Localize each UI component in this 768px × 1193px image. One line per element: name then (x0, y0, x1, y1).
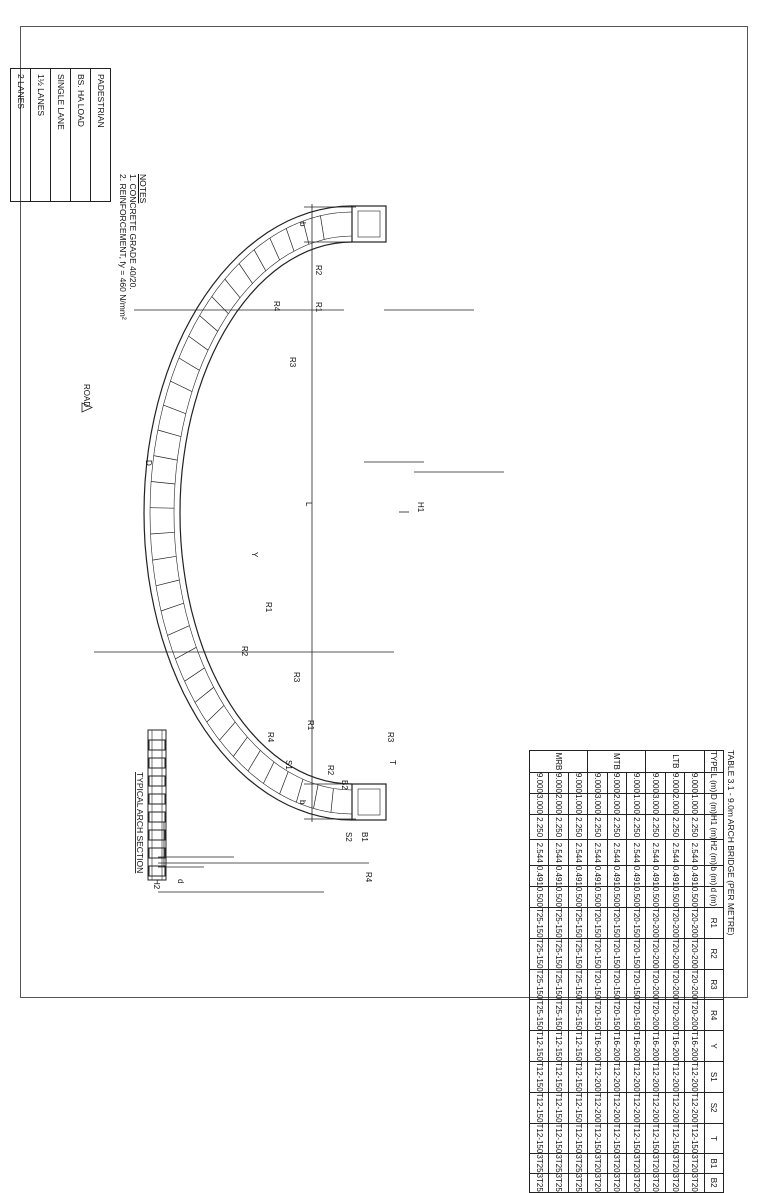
bar-R1: R1 (314, 302, 323, 313)
table-cell: T12-150 (568, 1123, 587, 1154)
table-cell: 0.500 (665, 886, 684, 907)
table-cell: T12-200 (607, 1092, 626, 1123)
table-cell: 9.000 (607, 772, 626, 793)
table-cell: 0.491 (530, 865, 549, 886)
reinforcement-table (529, 750, 724, 1193)
column-header: R3 (704, 969, 723, 1000)
table-cell: T12-150 (549, 1031, 568, 1062)
load-legend (10, 68, 111, 202)
table-cell: 2.544 (588, 840, 607, 865)
dim-D: D (144, 460, 153, 466)
bar-R2: R2 (326, 765, 335, 776)
table-cell: 0.491 (588, 865, 607, 886)
legend-row: BS. HA LOAD (70, 69, 90, 201)
table-cell: 0.500 (568, 886, 587, 907)
table-cell: T12-150 (646, 1123, 665, 1154)
road-label: ROAD (82, 384, 91, 408)
legend-row: PADESTRIAN (90, 69, 110, 201)
table-cell: T12-200 (665, 1092, 684, 1123)
table-cell: 3T25 (549, 1173, 568, 1192)
table-cell: T12-200 (588, 1061, 607, 1092)
bar-B1: B1 (360, 832, 369, 842)
bar-R3: R3 (386, 732, 395, 743)
table-cell: 0.500 (588, 886, 607, 907)
column-header: TYPE (704, 751, 723, 773)
table-cell: T20-150 (588, 938, 607, 969)
table-cell: T12-150 (685, 1123, 704, 1154)
note-2: 2. REINFORCEMENT, fy = 460 N/mm² (118, 174, 128, 320)
table-cell: 3T20 (588, 1154, 607, 1173)
table-cell: 3T25 (530, 1154, 549, 1173)
bar-B2: B2 (340, 780, 349, 790)
column-header: L (m) (704, 772, 723, 793)
table-cell: 1.000 (685, 793, 704, 814)
table-cell: 0.491 (685, 865, 704, 886)
type-cell: MRB (530, 751, 588, 773)
table-cell: T25-150 (530, 1000, 549, 1031)
table-cell: T20-200 (665, 969, 684, 1000)
table-cell: 2.544 (685, 840, 704, 865)
table-cell: T16-200 (665, 1031, 684, 1062)
table-cell: 2.544 (530, 840, 549, 865)
table-cell: T25-150 (568, 907, 587, 938)
left-abutment (352, 784, 386, 820)
column-header: H2 (m) (704, 840, 723, 865)
table-cell: 2.544 (627, 840, 646, 865)
legend-row: SINGLE LANE (50, 69, 70, 201)
table-cell: 3T20 (627, 1154, 646, 1173)
typical-arch-section (148, 730, 166, 880)
table-cell: 1.000 (568, 793, 587, 814)
table-cell: 0.500 (530, 886, 549, 907)
table-cell: 0.491 (665, 865, 684, 886)
table-cell: 9.000 (530, 772, 549, 793)
table-cell: 2.250 (549, 814, 568, 839)
table-cell: T20-200 (665, 1000, 684, 1031)
table-cell: T12-200 (627, 1061, 646, 1092)
table-cell: 2.544 (665, 840, 684, 865)
table-cell: T20-200 (665, 907, 684, 938)
table-cell: T12-150 (549, 1061, 568, 1092)
table-cell: 3T20 (588, 1173, 607, 1192)
table-cell: T25-150 (568, 1000, 587, 1031)
table-cell: T25-150 (530, 907, 549, 938)
table-cell: 0.491 (549, 865, 568, 886)
table-cell: 2.544 (568, 840, 587, 865)
table-cell: T20-150 (627, 1000, 646, 1031)
table-cell: T12-150 (549, 1092, 568, 1123)
table-cell: T20-200 (646, 969, 665, 1000)
table-cell: T12-200 (685, 1061, 704, 1092)
table-row (646, 751, 665, 1193)
bar-R3: R3 (288, 357, 297, 368)
table-cell: 9.000 (568, 772, 587, 793)
column-header: b (m) (704, 865, 723, 886)
table-cell: T12-150 (588, 1123, 607, 1154)
table-row (627, 751, 646, 1193)
bar-Y: Y (250, 552, 259, 558)
table-cell: T12-200 (646, 1061, 665, 1092)
table-row (530, 751, 549, 1193)
type-cell: LTB (646, 751, 704, 773)
table-cell: 2.544 (607, 840, 626, 865)
table-cell: T25-150 (549, 969, 568, 1000)
table-cell: 2.544 (646, 840, 665, 865)
table-cell: T12-150 (627, 1123, 646, 1154)
table-cell: 0.491 (646, 865, 665, 886)
table-cell: T25-150 (530, 969, 549, 1000)
bar-R1: R1 (264, 602, 273, 613)
table-cell: 3T25 (549, 1154, 568, 1173)
table-cell: T12-200 (588, 1092, 607, 1123)
table-cell: T16-200 (607, 1031, 626, 1062)
table-cell: T20-200 (685, 938, 704, 969)
column-header: D (m) (704, 793, 723, 814)
table-cell: T25-150 (549, 1000, 568, 1031)
table-cell: T16-200 (685, 1031, 704, 1062)
table-cell: T12-150 (665, 1123, 684, 1154)
table-cell: T20-150 (588, 969, 607, 1000)
table-cell: 3T20 (685, 1173, 704, 1192)
table-cell: 0.500 (549, 886, 568, 907)
table-cell: T12-150 (568, 1031, 587, 1062)
table-cell: 0.491 (568, 865, 587, 886)
table-cell: T12-200 (607, 1061, 626, 1092)
table-row (549, 751, 568, 1193)
bar-R2: R2 (314, 265, 323, 276)
column-header: R2 (704, 938, 723, 969)
right-abutment (352, 206, 386, 242)
dim-H2: H2 (152, 879, 161, 890)
table-cell: T12-200 (665, 1061, 684, 1092)
table-cell: 9.000 (665, 772, 684, 793)
table-cell: 3T20 (665, 1173, 684, 1192)
column-header: B1 (704, 1154, 723, 1173)
table-cell: T12-150 (607, 1123, 626, 1154)
table-cell: 2.000 (549, 793, 568, 814)
legend-row: 1½ LANES (30, 69, 50, 201)
table-caption: TABLE 3.1 - 9.0m ARCH BRIDGE (PER METRE) (726, 750, 736, 936)
table-cell: 9.000 (549, 772, 568, 793)
table-cell: 9.000 (685, 772, 704, 793)
bar-S1: S1 (284, 760, 293, 770)
table-cell: 0.491 (627, 865, 646, 886)
column-header: H1 (m) (704, 814, 723, 839)
table-cell: T25-150 (549, 938, 568, 969)
table-cell: T20-150 (588, 1000, 607, 1031)
legend-row: 2 LANES (10, 69, 30, 201)
table-cell: T12-150 (568, 1061, 587, 1092)
dim-b-right: b (298, 222, 307, 227)
table-cell: 9.000 (627, 772, 646, 793)
table-cell: 3T20 (665, 1154, 684, 1173)
table-cell: 2.250 (568, 814, 587, 839)
table-cell: T25-150 (568, 969, 587, 1000)
table-cell: T20-200 (646, 1000, 665, 1031)
arch (144, 206, 386, 820)
table-cell: 0.500 (685, 886, 704, 907)
table-row (588, 751, 607, 1193)
table-cell: T20-150 (627, 938, 646, 969)
notes-block (118, 174, 148, 334)
table-cell: T12-200 (685, 1092, 704, 1123)
dim-L: L (304, 502, 313, 507)
bar-R4: R4 (364, 872, 373, 883)
table-header-row (704, 751, 723, 1193)
table-cell: 0.500 (607, 886, 626, 907)
table-cell: 1.000 (627, 793, 646, 814)
table-cell: T20-200 (646, 938, 665, 969)
table-cell: T20-150 (607, 969, 626, 1000)
table-cell: 2.250 (646, 814, 665, 839)
type-cell: MTB (588, 751, 646, 773)
table-cell: 2.544 (549, 840, 568, 865)
table-cell: T16-200 (588, 1031, 607, 1062)
table-cell: T12-150 (530, 1061, 549, 1092)
table-cell: 3T20 (607, 1154, 626, 1173)
note-1: 1. CONCRETE GRADE 40/20. (128, 174, 138, 290)
notes-heading: NOTES (138, 174, 148, 204)
column-header: R4 (704, 1000, 723, 1031)
table-cell: 9.000 (646, 772, 665, 793)
table-cell: T20-200 (685, 1000, 704, 1031)
table-cell: 3T20 (627, 1173, 646, 1192)
table-cell: T20-200 (685, 969, 704, 1000)
column-header: T (704, 1123, 723, 1154)
bar-R4: R4 (266, 732, 275, 743)
bar-S2: S2 (344, 832, 353, 842)
table-cell: T20-150 (607, 938, 626, 969)
table-cell: 0.500 (646, 886, 665, 907)
table-cell: 2.250 (627, 814, 646, 839)
table-cell: 2.250 (530, 814, 549, 839)
table-cell: 3.000 (588, 793, 607, 814)
table-cell: 0.500 (627, 886, 646, 907)
column-header: S1 (704, 1061, 723, 1092)
table-cell: 3.000 (646, 793, 665, 814)
table-cell: T20-150 (627, 907, 646, 938)
table-cell: 0.491 (607, 865, 626, 886)
dim-b-left: b (298, 800, 307, 805)
table-cell: T25-150 (549, 907, 568, 938)
table-cell: T25-150 (530, 938, 549, 969)
table-cell: 3T20 (685, 1154, 704, 1173)
table-cell: T20-200 (665, 938, 684, 969)
table-cell: 2.250 (607, 814, 626, 839)
table-row (685, 751, 704, 1193)
table-row (607, 751, 626, 1193)
column-header: S2 (704, 1092, 723, 1123)
rotated-drawing (16, 32, 744, 1192)
table-cell: T16-200 (627, 1031, 646, 1062)
table-cell: T12-150 (530, 1031, 549, 1062)
table-cell: 2.250 (685, 814, 704, 839)
table-cell: T25-150 (568, 938, 587, 969)
table-cell: 3T25 (530, 1173, 549, 1192)
table-cell: 2.000 (607, 793, 626, 814)
bar-R2: R2 (240, 646, 249, 657)
table-cell: T20-200 (685, 907, 704, 938)
column-header: R1 (704, 907, 723, 938)
table-cell: 3.000 (530, 793, 549, 814)
bar-T: T (388, 760, 397, 765)
bar-R4: R4 (272, 301, 281, 312)
table-cell: T12-200 (646, 1092, 665, 1123)
table-cell: T12-200 (627, 1092, 646, 1123)
table-cell: T20-150 (607, 907, 626, 938)
dim-d: d (176, 879, 185, 884)
table-cell: T16-200 (646, 1031, 665, 1062)
table-cell: 2.000 (665, 793, 684, 814)
table-cell: T12-150 (568, 1092, 587, 1123)
table-cell: T12-150 (530, 1092, 549, 1123)
dimension-lines (94, 204, 504, 892)
dim-H1: H1 (416, 502, 425, 513)
column-header: B2 (704, 1173, 723, 1192)
table-cell: 3T20 (607, 1173, 626, 1192)
column-header: d (m) (704, 886, 723, 907)
table-row (665, 751, 684, 1193)
section-title: TYPICAL ARCH SECTION (135, 772, 145, 874)
table-cell: 3T25 (568, 1173, 587, 1192)
table-cell: T12-150 (530, 1123, 549, 1154)
table-cell: 3T20 (646, 1154, 665, 1173)
table-cell: T20-150 (627, 969, 646, 1000)
table-cell: T20-150 (607, 1000, 626, 1031)
table-cell: 2.250 (665, 814, 684, 839)
column-header: Y (704, 1031, 723, 1062)
table-cell: T20-150 (588, 907, 607, 938)
table-cell: 9.000 (588, 772, 607, 793)
bar-R1: R1 (306, 720, 315, 731)
table-cell: 3T20 (646, 1173, 665, 1192)
bar-R3: R3 (292, 672, 301, 683)
table-cell: T20-200 (646, 907, 665, 938)
table-row (568, 751, 587, 1193)
table-cell: 3T25 (568, 1154, 587, 1173)
table-cell: T12-150 (549, 1123, 568, 1154)
table-cell: 2.250 (588, 814, 607, 839)
